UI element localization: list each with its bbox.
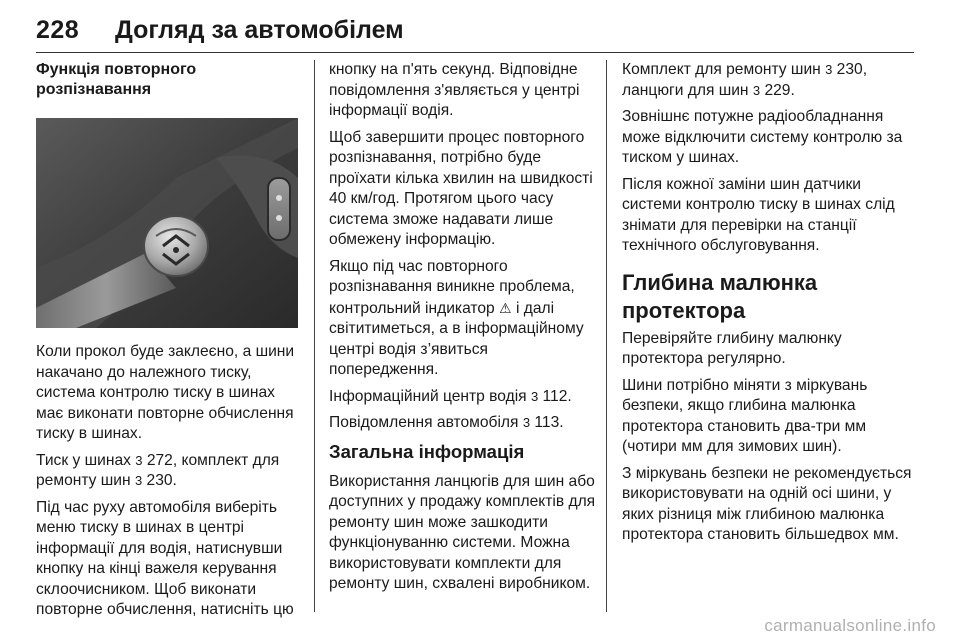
header-rule bbox=[36, 52, 914, 53]
section-heading: Функція повторного розпізнавання bbox=[36, 61, 197, 98]
page-reference-icon: 3 bbox=[530, 388, 539, 404]
page-reference-icon: 3 bbox=[135, 452, 143, 468]
text-fragment: 272, комплект для ремонту шин bbox=[36, 451, 280, 489]
paragraph: кнопку на п'ять секунд. Відповідне повідомлення з'являється у центрі інформації водія. bbox=[329, 61, 580, 119]
column-divider bbox=[606, 60, 607, 612]
text-fragment: 112. bbox=[538, 387, 572, 405]
column-2 bbox=[329, 60, 599, 601]
text-fragment: Повідомлення автомобіля bbox=[329, 414, 523, 431]
text-fragment: 229. bbox=[760, 81, 795, 99]
page-reference-icon: 3 bbox=[752, 82, 761, 98]
page-number: 228 bbox=[36, 16, 80, 44]
paragraph bbox=[622, 60, 912, 101]
tire-pressure-warning-icon: ⚠ bbox=[499, 299, 512, 316]
text-fragment: і далі світитиметься, а в інформаційному центрі водія з’явиться попередження. bbox=[329, 299, 584, 378]
wiper-lever-illustration bbox=[36, 118, 298, 328]
page-reference-icon: 3 bbox=[522, 415, 531, 430]
text-fragment: Тиск у шинах bbox=[36, 451, 136, 469]
page-reference-icon: 3 bbox=[134, 473, 143, 488]
paragraph: З міркувань безпеки не рекомендується використовувати на одній осі шини, у яких різниця між глибиною малюнка протектора становить більшедвох мм. bbox=[622, 464, 912, 543]
paragraph bbox=[329, 257, 599, 381]
paragraph bbox=[329, 413, 599, 434]
paragraph: Використання ланцюгів для шин або доступних у продажу комплектів для ремонту шин може зашкодити функціонуванню системи. Можна використовувати комплекти для ремонту шин, схвалені виробником. bbox=[329, 472, 596, 592]
paragraph: Зовнішнє потужне радіообладнання може відключити систему контролю за тиском у шинах. bbox=[622, 108, 903, 166]
text-fragment: Якщо під час повторного розпізнавання виникне проблема, контрольний індикатор bbox=[329, 257, 575, 317]
paragraph: Щоб завершити процес повторного розпізнавання, потрібно буде проїхати кілька хвилин на швидкості 40 км/год. Протягом цього часу система зможе надавати лише обмежену інформацію. bbox=[329, 128, 593, 248]
section-heading: Загальна інформація bbox=[329, 440, 525, 462]
text-fragment: Комплект для ремонту шин bbox=[622, 61, 826, 78]
column-1 bbox=[36, 60, 306, 627]
watermark: carmanualsonline.info bbox=[764, 616, 936, 635]
text-fragment: 230, ланцюги для шин bbox=[622, 61, 868, 99]
text-fragment: 230. bbox=[142, 472, 177, 489]
column-3 bbox=[622, 60, 912, 552]
paragraph bbox=[36, 451, 306, 492]
paragraph: Перевіряйте глибину малюнку протектора регулярно. bbox=[622, 329, 842, 367]
page-title: Догляд за автомобілем bbox=[115, 16, 404, 44]
paragraph: Після кожної заміни шин датчики системи контролю тиску в шинах слід знімати для перевірки на станції технічного обслуговування. bbox=[622, 175, 895, 254]
paragraph: Під час руху автомобіля виберіть меню тиску в шинах в центрі інформації для водія, натиснувши кнопку на кінці важеля керування склоочисником. Щоб виконати повторне обчислення, натисніть цю bbox=[36, 498, 294, 618]
paragraph bbox=[329, 387, 599, 408]
text-fragment: 113. bbox=[530, 414, 564, 431]
column-divider bbox=[314, 60, 315, 612]
page-header bbox=[36, 12, 916, 52]
paragraph: Шини потрібно міняти з міркувань безпеки, якщо глибина малюнка протектора становить два-три мм (чотири мм для зимових шин). bbox=[622, 376, 868, 455]
text-fragment: Інформаційний центр водія bbox=[329, 387, 531, 405]
section-heading: Глибина малюнка протектора bbox=[622, 269, 818, 323]
page-reference-icon: 3 bbox=[825, 62, 833, 77]
paragraph: Коли прокол буде заклеєно, а шини накачано до належного тиску, система контролю тиску в шинах має виконати повторне обчислення тиску в шинах. bbox=[36, 343, 295, 442]
